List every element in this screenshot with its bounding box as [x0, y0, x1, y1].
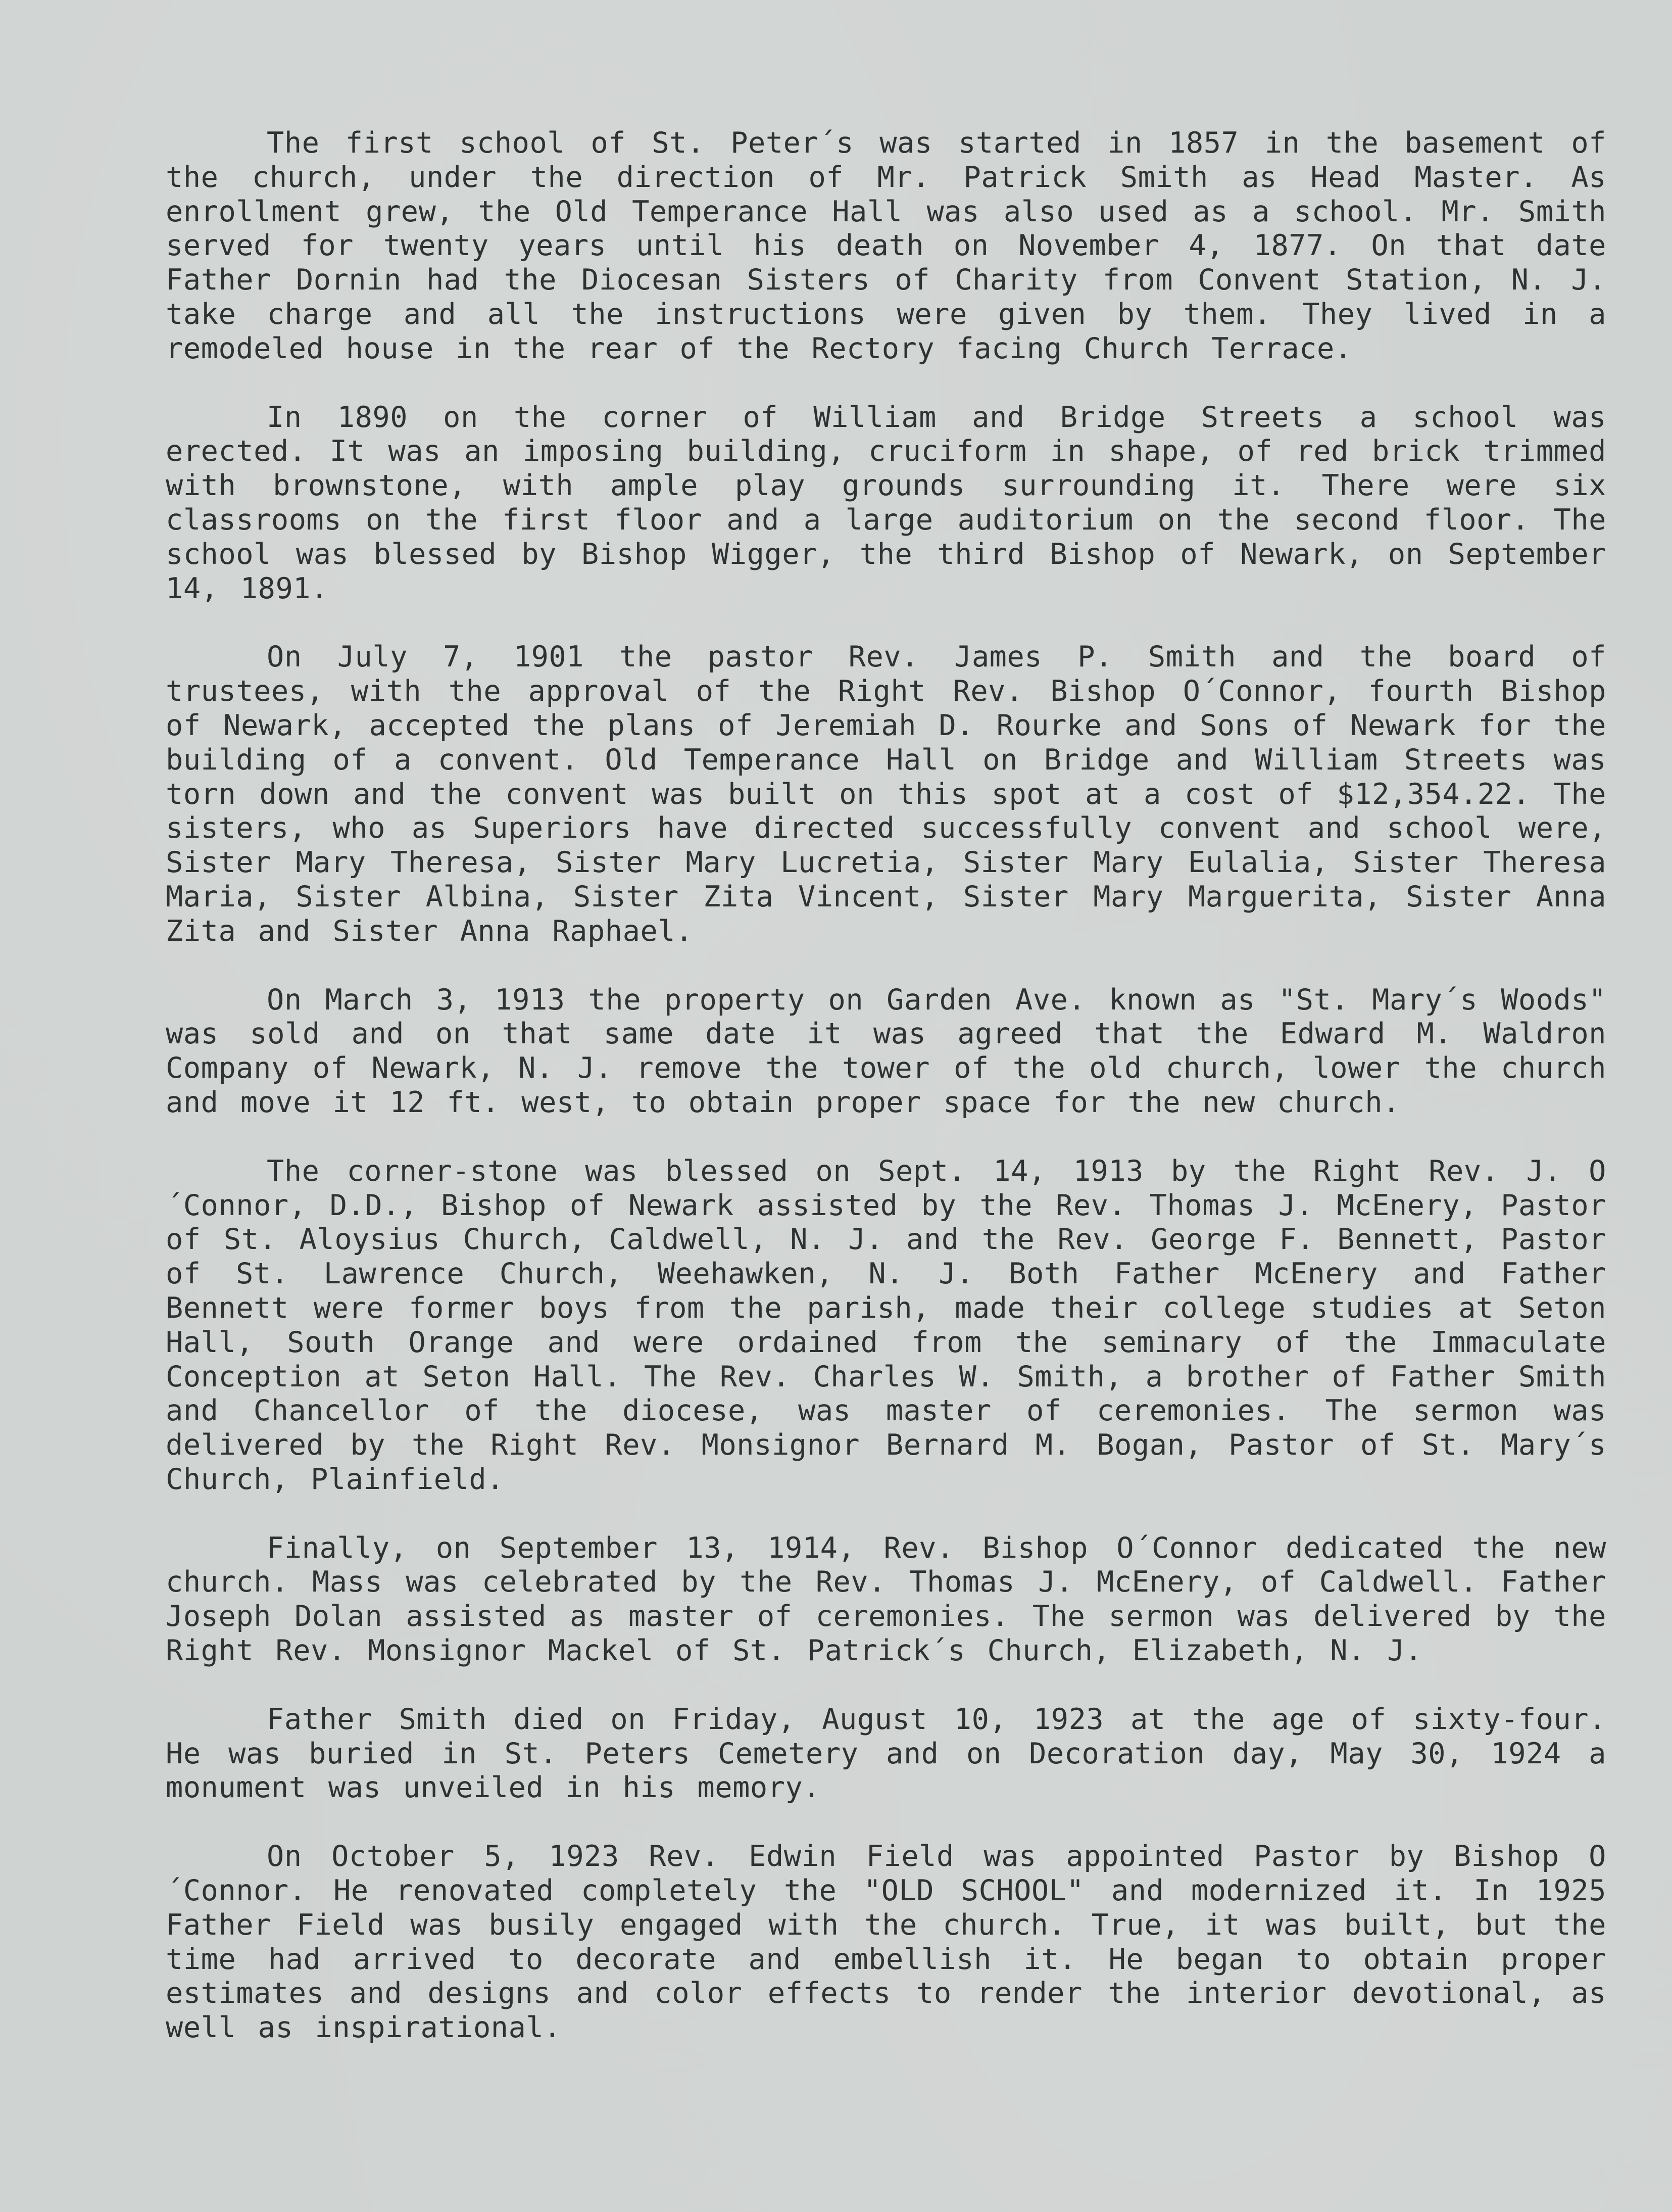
paragraph-corner-stone: The corner-stone was blessed on Sept. 14, 1913 by the Right Rev. J. O´Connor, D.D., Bishop of Newark assisted by the Rev. Thomas J. McEnery, Pastor of St. Aloysius Church, Caldwell, N. J. and the Rev. George F. Bennett, Pastor of St. Lawrence Church, Weehawken, N. J. Both Father McEnery and Father Bennett were former boys from the parish, made their college studies at Seton Hall, South Orange and were ordained from the seminary of the Immaculate Conception at Seton Hall. The Rev. Charles W. Smith, a brother of Father Smith and Chancellor of the diocese, was master of ceremonies. The sermon was delivered by the Right Rev. Monsignor Bernard M. Bogan, Pastor of St. Mary´s Church, Plainfield. [166, 1154, 1606, 1496]
paragraph-father-field: On October 5, 1923 Rev. Edwin Field was appointed Pastor by Bishop O´Connor. He renovated completely the "OLD SCHOOL" and modernized it. In 1925 Father Field was busily engaged with the church. True, it was built, but the time had arrived to decorate and embellish it. He began to obtain proper estimates and designs and color effects to render the interior devotional, as well as inspirational. [166, 1840, 1606, 2045]
document-page [166, 126, 1606, 2045]
paragraph-convent-1901: On July 7, 1901 the pastor Rev. James P. Smith and the board of trustees, with the approval of the Right Rev. Bishop O´Connor, fourth Bishop of Newark, accepted the plans of Jeremiah D. Rourke and Sons of Newark for the building of a convent. Old Temperance Hall on Bridge and William Streets was torn down and the convent was built on this spot at a cost of $12,354.22. The sisters, who as Superiors have directed successfully convent and school were, Sister Mary Theresa, Sister Mary Lucretia, Sister Mary Eulalia, Sister Theresa Maria, Sister Albina, Sister Zita Vincent, Sister Mary Marguerita, Sister Anna Zita and Sister Anna Raphael. [166, 640, 1606, 948]
paragraph-first-school: The first school of St. Peter´s was started in 1857 in the basement of the church, under the direction of Mr. Patrick Smith as Head Master. As enrollment grew, the Old Temperance Hall was also used as a school. Mr. Smith served for twenty years until his death on November 4, 1877. On that date Father Dornin had the Diocesan Sisters of Charity from Convent Station, N. J. take charge and all the instructions were given by them. They lived in a remodeled house in the rear of the Rectory facing Church Terrace. [166, 126, 1606, 365]
paragraph-property-1913: On March 3, 1913 the property on Garden Ave. known as "St. Mary´s Woods" was sold and on that same date it was agreed that the Edward M. Waldron Company of Newark, N. J. remove the tower of the old church, lower the church and move it 12 ft. west, to obtain proper space for the new church. [166, 983, 1606, 1119]
paragraph-father-smith-death: Father Smith died on Friday, August 10, 1923 at the age of sixty-four. He was buried in St. Peters Cemetery and on Decoration day, May 30, 1924 a monument was unveiled in his memory. [166, 1702, 1606, 1805]
paragraph-dedication-1914: Finally, on September 13, 1914, Rev. Bishop O´Connor dedicated the new church. Mass was celebrated by the Rev. Thomas J. McEnery, of Caldwell. Father Joseph Dolan assisted as master of ceremonies. The sermon was delivered by the Right Rev. Monsignor Mackel of St. Patrick´s Church, Elizabeth, N. J. [166, 1531, 1606, 1668]
paragraph-school-1890: In 1890 on the corner of William and Bridge Streets a school was erected. It was an imposing building, cruciform in shape, of red brick trimmed with brownstone, with ample play grounds surrounding it. There were six classrooms on the first floor and a large auditorium on the second floor. The school was blessed by Bishop Wigger, the third Bishop of Newark, on September 14, 1891. [166, 400, 1606, 605]
